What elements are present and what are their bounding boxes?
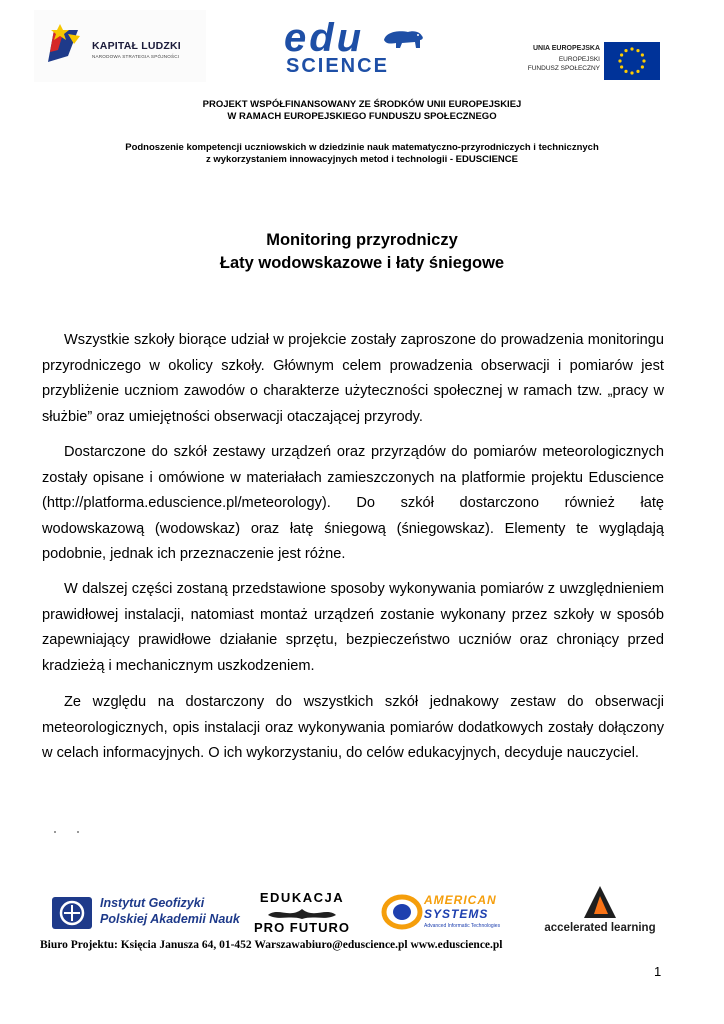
american-systems-tagline: Advanced Informatic Technologies xyxy=(424,923,501,929)
paragraph-line: zostały opisane i omówione w materiałach zamieszczonych na platformie projektu Eduscience xyxy=(42,469,664,486)
american-systems-emblem-icon xyxy=(380,888,424,936)
kapital-ludzki-subtitle: NARODOWA STRATEGIA SPÓJNOŚCI xyxy=(92,54,180,59)
paragraph-line: w celach informacyjnych. O ich wykorzystaniu, do celów edukacyjnych, decyduje nauczyciel. xyxy=(42,745,639,762)
eu-flag-icon xyxy=(604,42,660,80)
paragraph-line: meteorologicznych, opis instalacji oraz wykonywania pomiarów dodatkowych zostały dołączony xyxy=(42,719,664,736)
paragraph-line: W dalszej części zostaną przedstawione sposoby wykonywania pomiarów z uwzględnieniem xyxy=(64,581,664,597)
kapital-ludzki-logo xyxy=(34,10,206,82)
eduscience-logo-science: SCIENCE xyxy=(286,55,389,77)
eu-star-icon xyxy=(636,49,639,52)
splash-icon xyxy=(262,905,342,921)
eu-star-icon xyxy=(630,47,633,50)
paragraph-line: Ze względu na dostarczony do wszystkich szkół jednakowy zestaw do obserwacji xyxy=(64,694,664,710)
footer-address: Biuro Projektu: Księcia Janusza 64, 01-452 Warszawabiuro@eduscience.pl www.eduscience.pl xyxy=(40,939,503,951)
eu-logo-line3: FUNDUSZ SPOŁECZNY xyxy=(527,65,600,72)
american-systems-line1: AMERICAN xyxy=(424,893,497,907)
eu-star-icon xyxy=(641,53,644,56)
eu-star-icon xyxy=(624,70,627,73)
paragraph-line: służbie” oraz umiejętności obserwacji otaczającej przyrody. xyxy=(42,408,423,425)
igf-name-line2: Polskiej Akademii Nauk xyxy=(100,912,240,926)
eu-star-icon xyxy=(630,71,633,74)
project-subtitle-line2: z wykorzystaniem innowacyjnych metod i technologii - EDUSCIENCE xyxy=(206,154,518,165)
project-funding-line1: PROJEKT WSPÓŁFINANSOWANY ZE ŚRODKÓW UNII EUROPEJSKIEJ xyxy=(202,99,522,110)
eduscience-logo xyxy=(270,16,430,84)
eu-star-icon xyxy=(620,53,623,56)
paragraph-2 xyxy=(42,440,664,568)
paragraph-line: podobnie, jednak ich przeznaczenie jest różne. xyxy=(42,546,346,563)
paragraph-line: (http://platforma.eduscience.pl/meteorology). Do szkół dostarczono również łatę xyxy=(42,495,664,512)
accelerated-learning-emblem-icon xyxy=(582,884,618,920)
american-systems-logo xyxy=(380,888,530,936)
kapital-ludzki-emblem-icon xyxy=(34,10,90,82)
paragraph-line: prawidłowej instalacji, natomiast montaż urządzeń zostanie wykonany przez szkoły w sposób xyxy=(42,606,664,623)
eduscience-logo-edu: edu xyxy=(284,16,365,60)
paragraph-4 xyxy=(42,690,664,767)
american-systems-line2: SYSTEMS xyxy=(424,907,489,921)
igf-pan-logo xyxy=(50,893,240,933)
edukacja-pro-futuro-logo xyxy=(238,890,366,938)
eu-star-icon xyxy=(636,70,639,73)
eu-star-icon xyxy=(618,59,621,62)
stray-mark xyxy=(54,831,56,833)
paragraph-line: Dostarczone do szkół zestawy urządzeń oraz przyrządów do pomiarów meteorologicznych xyxy=(64,444,664,460)
project-subtitle-line1: Podnoszenie kompetencji uczniowskich w dziedzinie nauk matematyczno-przyrodniczych i technicznych xyxy=(125,142,599,153)
polar-bear-icon xyxy=(380,26,426,52)
igf-emblem-icon xyxy=(50,893,94,933)
eu-logo-line2: EUROPEJSKI xyxy=(558,56,600,63)
edukacja-logo-line2: PRO FUTURO xyxy=(254,920,350,935)
eu-star-icon xyxy=(641,65,644,68)
eu-logo-line1: UNIA EUROPEJSKA xyxy=(532,45,600,52)
document-title: Monitoring przyrodniczy xyxy=(266,231,458,249)
project-funding-line2: W RAMACH EUROPEJSKIEGO FUNDUSZU SPOŁECZNEGO xyxy=(227,111,497,122)
document-subtitle: Łaty wodowskazowe i łaty śniegowe xyxy=(219,254,505,272)
igf-name-line1: Instytut Geofizyki xyxy=(100,896,205,910)
accelerated-learning-text: accelerated learning xyxy=(544,922,656,934)
edukacja-logo-line1: EDUKACJA xyxy=(259,890,345,905)
paragraph-line: wodowskazową (wodowskaz) oraz łatę śniegową (śniegowskaz). Elementy te wyglądają xyxy=(42,520,664,537)
paragraph-line: kradzieżą i mechanicznym uszkodzeniem. xyxy=(42,657,315,674)
paragraph-3 xyxy=(42,577,664,679)
eu-logo xyxy=(520,42,660,82)
kapital-ludzki-title: KAPITAŁ LUDZKI xyxy=(92,40,181,52)
paragraph-line: Wszystkie szkoły biorące udział w projekcie zostały zaproszone do prowadzenia monitoringu xyxy=(64,332,664,348)
eu-star-icon xyxy=(620,65,623,68)
accelerated-learning-logo xyxy=(540,884,660,938)
paragraph-line: przyrodniczego w okolicy szkoły. Głównym celem prowadzenia obserwacji i pomiarów jest xyxy=(42,357,664,374)
eu-star-icon xyxy=(642,59,645,62)
paragraph-1 xyxy=(42,328,664,430)
stray-mark xyxy=(77,831,79,833)
paragraph-line: zapewniający prawidłowe działanie sprzętu, bezpieczeństwo uczniów oraz chroniący przed xyxy=(42,632,664,649)
page-number: 1 xyxy=(654,964,662,979)
eu-star-icon xyxy=(624,49,627,52)
paragraph-line: przybliżenie uczniom zawodów o charakterze użyteczności społecznej w ramach tzw. „pracy w xyxy=(42,383,664,400)
